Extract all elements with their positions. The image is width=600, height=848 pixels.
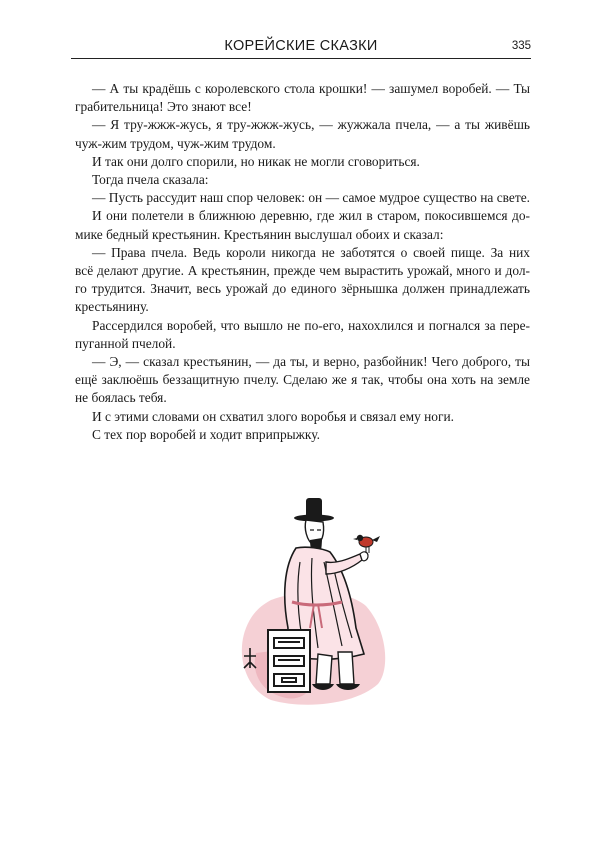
text-line: го трудится. Значит, весь урожай до единого зёрнышка должен принадлежать [75,281,530,297]
text-line: ещё заклюёшь беззащитную пчелу. Сделаю же я так, чтобы она хоть на земле [75,372,530,388]
text-line: пуганной пчелой. [75,335,176,351]
text-line: — А ты крадёшь с королевского стола крошки! — зашумел воробей. — Ты [92,81,530,96]
text-line: чуж-жим трудом, чуж-жим трудом. [75,135,276,151]
text-line: И так они долго спорили, но никак не могли сговориться. [92,153,420,169]
story-text [75,80,530,444]
text-line: — Пусть рассудит наш спор человек: он — самое мудрое существо на свете. [92,190,530,206]
header-rule [71,58,531,59]
text-line: — Права пчела. Ведь короли никогда не заботятся о своей пище. За них [92,244,530,260]
text-line: И они полетели в ближнюю деревню, где жил в старом, покосившемся до- [92,208,530,224]
hat-crown [306,498,322,518]
sparrow-icon [353,535,380,553]
page-number: 335 [511,40,531,52]
text-line: всё делают другие. А крестьянин, прежде чем вырастить урожай, много и дол- [75,263,530,279]
farmer-illustration [226,478,396,714]
text-line: мике бедный крестьянин. Крестьянин выслушал обоих и сказал: [75,226,444,242]
patterned-stool [268,630,310,692]
page-header [71,38,531,58]
text-line: — Э, — сказал крестьянин, — да ты, и верно, разбойник! Чего доброго, ты [92,354,530,370]
text-line: Тогда пчела сказала: [92,172,209,188]
text-line: — Я тру-жжж-жусь, я тру-жжж-жусь, — жужжала пчела, — а ты живёшь [92,117,530,133]
text-line: С тех пор воробей и ходит вприпрыжку. [92,426,320,442]
text-line: Рассердился воробей, что вышло не по-его, нахохлился и погнался за пере- [92,317,530,333]
text-line: не боялась тебя. [75,390,167,406]
running-title: КОРЕЙСКИЕ СКАЗКИ [224,38,378,54]
text-line: грабительница! Это знают все! [75,99,252,115]
text-line: И с этими словами он схватил злого воробья и связал ему ноги. [92,408,455,424]
farmer-with-sparrow-drawing [226,478,396,714]
text-line: крестьянину. [75,299,149,315]
